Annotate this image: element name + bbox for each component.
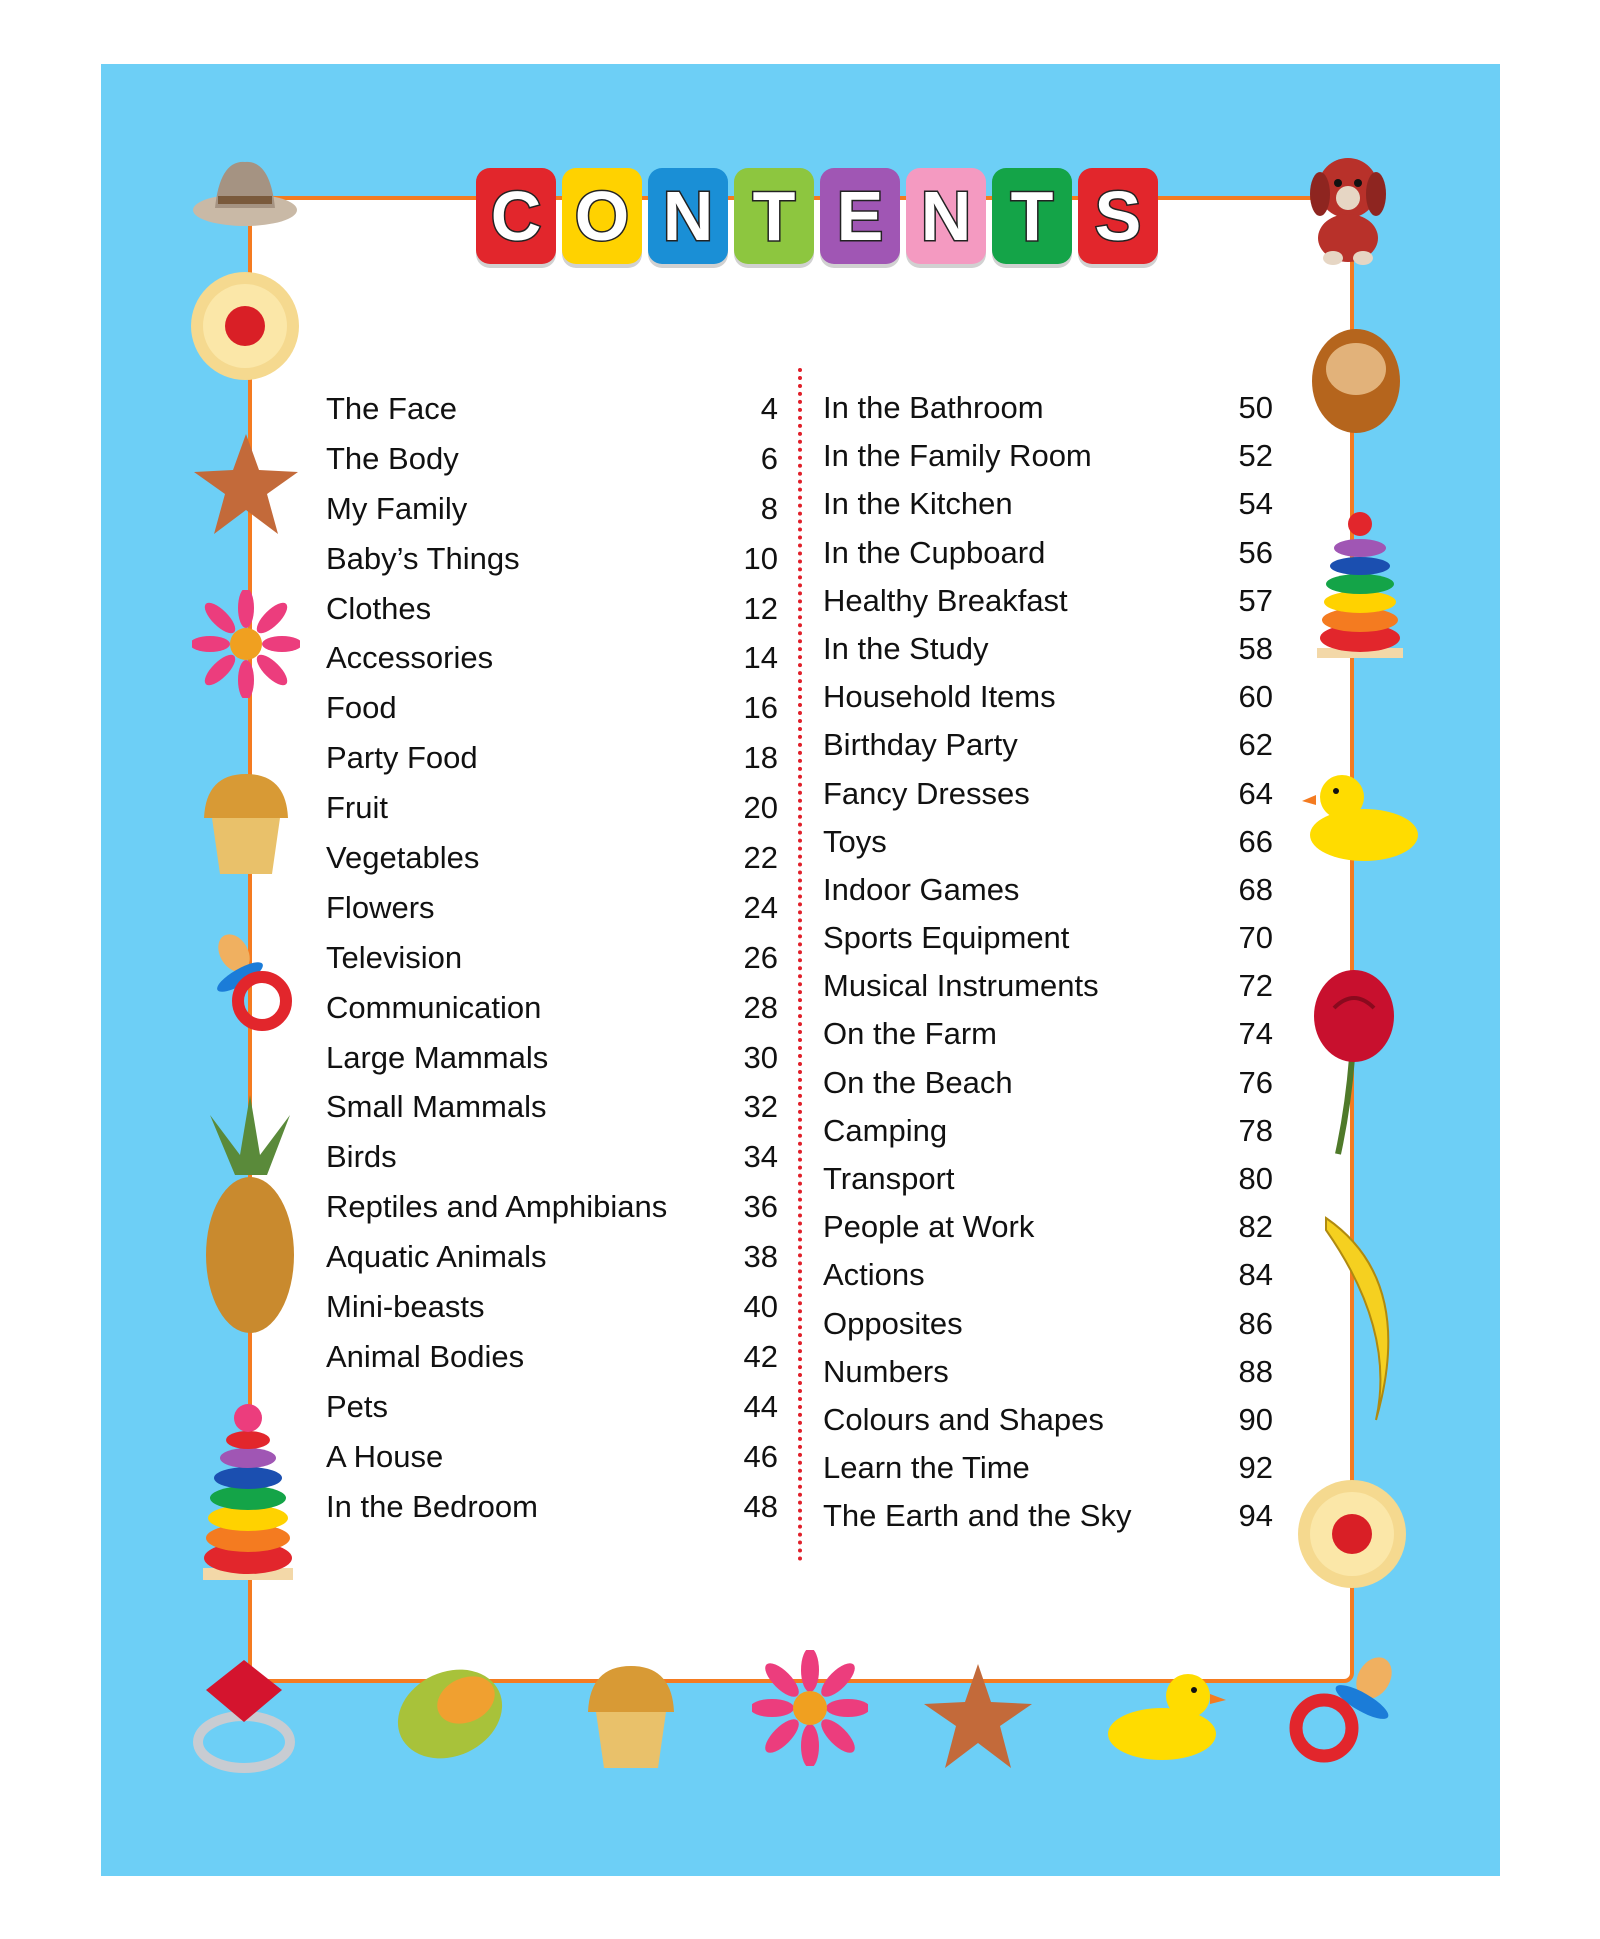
toc-entry[interactable]: [823, 1155, 1273, 1203]
toc-entry-title: Indoor Games: [823, 871, 1020, 907]
toc-entry-title: Party Food: [326, 740, 478, 776]
toc-entry-page-number: 34: [743, 1139, 778, 1175]
toc-entry-page-number: 30: [743, 1039, 778, 1075]
toc-entry-title: Colours and Shapes: [823, 1401, 1104, 1437]
toc-entry-page-number: 20: [743, 790, 778, 826]
toc-entry[interactable]: [823, 1107, 1273, 1155]
jam-biscuit-picture: [189, 270, 301, 382]
toc-entry[interactable]: [326, 1382, 778, 1432]
contents-title: [476, 168, 1158, 268]
toc-entry-title: Baby’s Things: [326, 540, 520, 576]
toc-entry-title: People at Work: [823, 1209, 1035, 1245]
toc-entry-page-number: 57: [1238, 582, 1273, 618]
toc-entry[interactable]: [823, 1010, 1273, 1058]
toc-entry-page-number: 4: [760, 391, 778, 426]
toc-entry-title: Reptiles and Amphibians: [326, 1189, 668, 1225]
toc-entry-page-number: 78: [1238, 1112, 1273, 1148]
toc-entry[interactable]: [823, 770, 1273, 818]
title-letter-tile: E: [820, 168, 900, 264]
toc-entry-title: Musical Instruments: [823, 968, 1099, 1004]
toc-entry-page-number: 26: [743, 939, 778, 975]
toc-entry[interactable]: [823, 673, 1273, 721]
toc-entry-page-number: 76: [1238, 1064, 1273, 1100]
toc-entry-page-number: 54: [1238, 486, 1273, 522]
daisy-flower-picture: [752, 1650, 868, 1766]
toc-entry-title: Accessories: [326, 640, 494, 676]
toc-entry[interactable]: [326, 833, 778, 883]
toc-entry-page-number: 12: [743, 590, 778, 626]
toc-entry-title: Fruit: [326, 790, 388, 826]
starfish-picture: [920, 1660, 1036, 1772]
muffin-picture: [578, 1660, 684, 1772]
toc-entry-title: In the Study: [823, 630, 989, 666]
toc-entry-title: A House: [326, 1438, 444, 1474]
toc-entry-page-number: 48: [743, 1488, 778, 1524]
toc-entry[interactable]: [823, 1348, 1273, 1396]
walnut-picture: [1308, 325, 1404, 435]
toc-entry-page-number: 14: [743, 640, 778, 676]
toc-entry-page-number: 46: [743, 1438, 778, 1474]
toc-entry-page-number: 68: [1238, 871, 1273, 907]
title-letter-tile: T: [992, 168, 1072, 264]
title-letter-tile: S: [1078, 168, 1158, 264]
jam-biscuit-picture: [1296, 1478, 1408, 1590]
toc-entry-page-number: 60: [1238, 679, 1273, 715]
rubber-duck-picture: [1104, 1664, 1228, 1764]
toc-entry-title: In the Bathroom: [823, 390, 1044, 425]
toc-entry-page-number: 58: [1238, 630, 1273, 666]
toc-entry-page-number: 28: [743, 989, 778, 1025]
toc-entry-title: Animal Bodies: [326, 1338, 525, 1374]
toc-right-column: [823, 384, 1273, 1541]
toc-entry[interactable]: [326, 783, 778, 833]
muffin-picture: [194, 768, 298, 878]
toc-entry-page-number: 36: [743, 1189, 778, 1225]
toc-entry-title: In the Bedroom: [326, 1488, 538, 1524]
toc-entry[interactable]: [326, 384, 778, 434]
toc-entry-title: Household Items: [823, 679, 1056, 715]
toc-entry-page-number: 22: [743, 840, 778, 876]
toc-entry-page-number: 86: [1238, 1305, 1273, 1341]
toc-entry[interactable]: [823, 480, 1273, 528]
ring-picture: [186, 1650, 302, 1774]
toc-entry[interactable]: [326, 1132, 778, 1182]
toc-entry-page-number: 10: [743, 540, 778, 576]
toc-entry[interactable]: [326, 434, 778, 484]
toc-entry-title: Aquatic Animals: [326, 1239, 547, 1275]
toc-entry[interactable]: [823, 529, 1273, 577]
toc-entry-title: Small Mammals: [326, 1089, 547, 1125]
toc-entry-title: Large Mammals: [326, 1039, 549, 1075]
toc-entry-title: In the Cupboard: [823, 534, 1046, 570]
toc-entry-page-number: 88: [1238, 1353, 1273, 1389]
title-letter-tile: O: [562, 168, 642, 264]
toc-entry-page-number: 52: [1238, 438, 1273, 474]
toc-entry[interactable]: [823, 432, 1273, 480]
toc-entry-page-number: 66: [1238, 823, 1273, 859]
pacifier-picture: [200, 925, 304, 1035]
toc-entry-title: Television: [326, 939, 463, 975]
toc-entry-title: Actions: [823, 1257, 925, 1293]
toc-entry-page-number: 18: [743, 740, 778, 776]
pacifier-picture: [1282, 1650, 1408, 1768]
toc-entry-title: Mini-beasts: [326, 1289, 485, 1325]
toc-entry[interactable]: [326, 1232, 778, 1282]
toc-entry[interactable]: [823, 384, 1273, 432]
toc-entry-page-number: 80: [1238, 1161, 1273, 1196]
toc-entry-page-number: 62: [1238, 727, 1273, 763]
toc-entry-title: My Family: [326, 490, 468, 526]
toc-entry-title: Fancy Dresses: [823, 775, 1030, 811]
pineapple-picture: [195, 1095, 305, 1335]
column-divider: [798, 368, 802, 1562]
toc-entry-page-number: 6: [760, 440, 778, 476]
rubber-duck-picture: [1302, 765, 1420, 865]
toc-entry-page-number: 40: [743, 1289, 778, 1325]
toc-entry-page-number: 32: [743, 1089, 778, 1125]
toc-entry[interactable]: [326, 1432, 778, 1482]
toc-entry-title: Food: [326, 690, 397, 726]
toc-entry[interactable]: [326, 1182, 778, 1232]
teddy-bear-picture: [1298, 150, 1398, 270]
toc-entry-title: In the Kitchen: [823, 486, 1013, 522]
toc-entry[interactable]: [326, 534, 778, 584]
toc-entry-title: In the Family Room: [823, 438, 1092, 474]
toc-entry[interactable]: [823, 1059, 1273, 1107]
toc-entry[interactable]: [326, 883, 778, 933]
toc-entry-title: The Earth and the Sky: [823, 1498, 1132, 1534]
stacking-rings-toy-picture: [198, 1398, 298, 1583]
toc-entry[interactable]: [326, 1282, 778, 1332]
toc-entry-page-number: 56: [1238, 534, 1273, 570]
toc-entry-title: Learn the Time: [823, 1450, 1030, 1486]
toc-entry-page-number: 74: [1238, 1016, 1273, 1052]
toc-entry[interactable]: [823, 1300, 1273, 1348]
toc-entry-page-number: 64: [1238, 775, 1273, 811]
toc-entry[interactable]: [823, 625, 1273, 673]
toc-entry-page-number: 92: [1238, 1450, 1273, 1486]
toc-entry-title: On the Farm: [823, 1016, 997, 1052]
rose-picture: [1308, 968, 1398, 1158]
title-letter-tile: C: [476, 168, 556, 264]
toc-entry-title: Sports Equipment: [823, 920, 1070, 956]
toc-entry-page-number: 44: [743, 1388, 778, 1424]
toc-entry-title: Birds: [326, 1139, 397, 1175]
toc-entry[interactable]: [823, 1203, 1273, 1251]
toc-entry[interactable]: [823, 1251, 1273, 1299]
toc-entry-page-number: 24: [743, 889, 778, 925]
toc-left-column: [326, 384, 778, 1531]
toc-entry-page-number: 70: [1238, 920, 1273, 956]
toc-entry[interactable]: [326, 1033, 778, 1083]
toc-entry[interactable]: [326, 733, 778, 783]
toc-entry-title: Clothes: [326, 590, 432, 626]
toc-entry[interactable]: [326, 983, 778, 1033]
toc-entry-page-number: 16: [743, 690, 778, 726]
toc-entry[interactable]: [823, 866, 1273, 914]
toc-entry[interactable]: [326, 584, 778, 634]
toc-entry[interactable]: [326, 683, 778, 733]
toc-entry-title: Numbers: [823, 1353, 949, 1389]
toc-entry[interactable]: [823, 1492, 1273, 1540]
title-letter-tile: N: [648, 168, 728, 264]
toc-entry-page-number: 90: [1238, 1401, 1273, 1437]
starfish-picture: [190, 430, 302, 542]
toc-entry[interactable]: [823, 1444, 1273, 1492]
toc-entry-page-number: 94: [1238, 1498, 1273, 1534]
toc-entry[interactable]: [326, 933, 778, 983]
toc-entry-title: The Face: [326, 391, 457, 426]
title-letter-tile: N: [906, 168, 986, 264]
toc-entry-page-number: 38: [743, 1239, 778, 1275]
toc-entry-title: Flowers: [326, 889, 435, 925]
toc-entry-page-number: 82: [1238, 1209, 1273, 1245]
toc-entry-page-number: 84: [1238, 1257, 1273, 1293]
toc-entry-title: Opposites: [823, 1305, 963, 1341]
mango-picture: [392, 1660, 508, 1760]
toc-entry[interactable]: [823, 577, 1273, 625]
toc-entry-title: Communication: [326, 989, 542, 1025]
toc-entry-title: Pets: [326, 1388, 389, 1424]
toc-entry[interactable]: [326, 484, 778, 534]
toc-entry-title: Vegetables: [326, 840, 480, 876]
toc-entry-title: Toys: [823, 823, 887, 859]
toc-entry[interactable]: [823, 721, 1273, 769]
toc-entry-title: Transport: [823, 1161, 955, 1196]
toc-entry[interactable]: [326, 1482, 778, 1532]
toc-entry-page-number: 50: [1238, 390, 1273, 425]
toc-entry-title: Birthday Party: [823, 727, 1018, 763]
toc-entry-title: On the Beach: [823, 1064, 1013, 1100]
toc-entry-page-number: 8: [760, 490, 778, 526]
title-letter-tile: T: [734, 168, 814, 264]
toc-entry[interactable]: [823, 914, 1273, 962]
banana-picture: [1316, 1210, 1406, 1430]
toc-entry[interactable]: [326, 1082, 778, 1132]
hat-picture: [190, 150, 300, 240]
toc-entry-page-number: 42: [743, 1338, 778, 1374]
toc-entry[interactable]: [823, 1396, 1273, 1444]
toc-entry-page-number: 72: [1238, 968, 1273, 1004]
toc-entry-title: Healthy Breakfast: [823, 582, 1068, 618]
toc-entry-title: Camping: [823, 1112, 948, 1148]
stacking-rings-toy-picture: [1312, 500, 1408, 660]
daisy-flower-picture: [192, 590, 300, 698]
toc-entry[interactable]: [326, 633, 778, 683]
toc-entry[interactable]: [326, 1332, 778, 1382]
toc-entry[interactable]: [823, 962, 1273, 1010]
toc-entry[interactable]: [823, 818, 1273, 866]
toc-entry-title: The Body: [326, 440, 459, 476]
